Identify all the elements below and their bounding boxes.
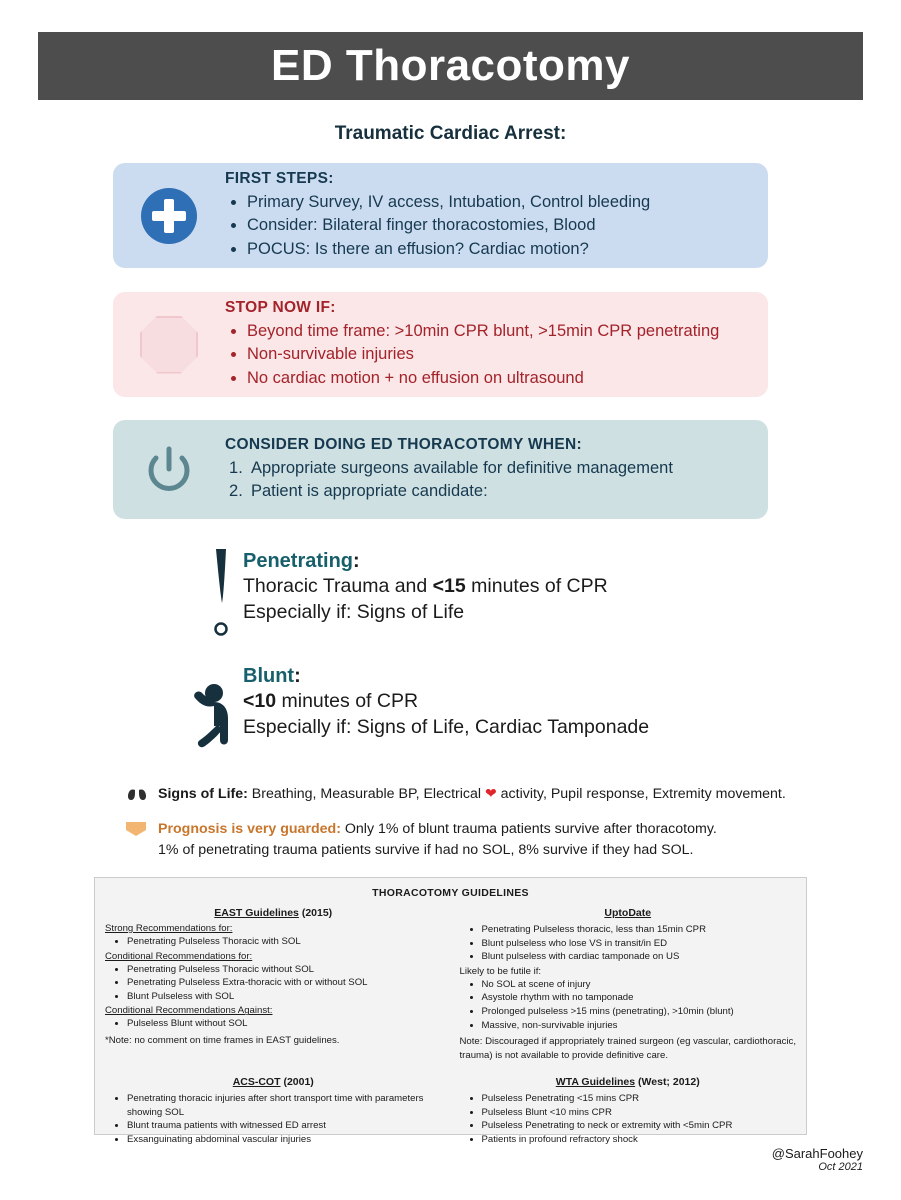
penetrating-title: Penetrating: [243,550,360,572]
guidelines-footnote: Note: Discouraged if appropriately trained surgeon (eg vascular, cardiothoracic, trauma) is not available to provide definitive care. [459,1036,796,1061]
blunt-line-1: <10 minutes of CPR [243,690,419,712]
guidelines-box [94,877,807,1145]
prognosis-line-1: Prognosis is very guarded: Only 1% of blunt trauma patients survive after thoracotomy. [158,821,717,837]
guidelines-list [460,923,797,964]
guidelines-column-acs-cot [105,1076,442,1146]
card-stop-now-if-heading: STOP NOW IF: [225,298,336,316]
guidelines-column-heading: UptoDate [604,907,652,919]
penetrating-line-2: Especially if: Signs of Life [243,601,465,624]
list-item: • No cardiac motion + no effusion on ultrasound [247,367,719,390]
list-item: • No SOL at scene of injury [482,978,797,992]
list-item: • Blunt trauma patients with witnessed ED arrest [127,1119,442,1133]
list-item: • Penetrating Pulseless Extra-thoracic with or without SOL [127,976,442,990]
medical-cross-icon [113,188,225,244]
list-item: • Penetrating Pulseless Thoracic without SOL [127,963,442,977]
card-stop-now-if-list [225,320,719,390]
list-item: • Consider: Bilateral finger thoracostomies, Blood [247,214,650,237]
card-consider-thoracotomy-body [225,436,689,504]
list-item: • Primary Survey, IV access, Intubation, Control bleeding [247,191,650,214]
penetrating-line-1: Thoracic Trauma and <15 minutes of CPR [243,575,608,597]
guidelines-list [105,935,442,949]
guidelines-title: THORACOTOMY GUIDELINES [372,887,529,899]
list-item: • Exsanguinating abdominal vascular injuries [127,1133,442,1147]
card-consider-thoracotomy-list [225,457,673,504]
card-consider-thoracotomy-heading: CONSIDER DOING ED THORACOTOMY WHEN: [225,435,582,453]
page-subtitle: Traumatic Cardiac Arrest: [334,123,567,144]
card-first-steps-body [225,170,666,261]
card-stop-now-if [113,292,768,397]
card-first-steps-list [225,191,650,261]
list-item: • Pulseless Penetrating <15 mins CPR [482,1092,797,1106]
list-item: • Non-survivable injuries [247,343,719,366]
list-item: • Massive, non-survivable injuries [482,1019,797,1033]
guidelines-footnote: *Note: no comment on time frames in EAST guidelines. [105,1035,340,1047]
card-first-steps [113,163,768,268]
signature [772,1146,863,1173]
guidelines-column-east [105,907,442,1062]
blunt-trauma-person-icon [190,680,246,757]
blunt-block [243,665,803,741]
list-item: • Pulseless Blunt without SOL [127,1017,442,1031]
stop-octagon-icon [113,316,225,374]
list-item: • POCUS: Is there an effusion? Cardiac motion? [247,238,650,261]
guidelines-subheading: Conditional Recommendations for: [105,950,253,962]
list-item: • Blunt Pulseless with SOL [127,990,442,1004]
list-item: • Beyond time frame: >10min CPR blunt, >15min CPR penetrating [247,320,719,343]
lungs-icon [125,780,149,807]
list-item: • Penetrating Pulseless Thoracic with SOL [127,935,442,949]
guidelines-list [460,978,797,1032]
blunt-title: Blunt: [243,665,301,687]
list-item: • Prolonged pulseless >15 mins (penetrating), >10min (blunt) [482,1005,797,1019]
guidelines-list [105,1017,442,1031]
card-first-steps-heading: FIRST STEPS: [225,169,334,187]
publication-date: Oct 2021 [818,1161,863,1173]
author-handle: @SarahFoohey [771,1146,863,1161]
guidelines-column-wta [460,1076,797,1146]
page-title: ED Thoracotomy [270,41,631,90]
prognosis-note [158,819,858,860]
heart-icon: ❤ [484,785,497,801]
tag-icon [125,820,149,843]
guidelines-list [105,1092,442,1146]
list-item: • Patients in profound refractory shock [482,1133,797,1147]
guidelines-list [460,1092,797,1146]
guidelines-list [105,963,442,1004]
blunt-line-2: Especially if: Signs of Life, Cardiac Tamponade [243,716,650,739]
list-item: • Penetrating thoracic injuries after short transport time with parameters showing SOL [127,1092,442,1119]
penetrating-title-suffix: : [353,550,360,572]
guidelines-grid [105,907,796,1147]
guidelines-column-heading: EAST Guidelines (2015) [214,907,333,919]
power-icon [113,444,225,496]
guidelines-subheading: Conditional Recommendations Against: [105,1005,273,1017]
list-item: • Blunt pulseless who lose VS in transit/in ED [482,937,797,951]
list-item: • Blunt pulseless with cardiac tamponade on US [482,950,797,964]
prognosis-line-2: 1% of penetrating trauma patients survive if had no SOL, 8% survive if they had SOL. [158,841,694,858]
prognosis-label: Prognosis is very guarded: [158,821,341,837]
list-item: • Asystole rhythm with no tamponade [482,991,797,1005]
list-item: Appropriate surgeons available for definitive management [251,458,673,477]
exclamation-mark-icon [207,545,237,650]
list-item: • Pulseless Blunt <10 mins CPR [482,1106,797,1120]
signs-of-life-note: Signs of Life: Breathing, Measurable BP, Electrical ❤ activity, Pupil response, Extremity movement. [158,785,786,802]
list-item: Patient is appropriate candidate: [251,482,488,500]
blunt-title-suffix: : [294,665,301,687]
signs-of-life-label: Signs of Life: [158,786,248,802]
card-stop-now-if-body [225,299,735,390]
guidelines-subheading: Strong Recommendations for: [105,923,233,934]
guidelines-column-uptodate [460,907,797,1062]
guidelines-column-heading: WTA Guidelines (West; 2012) [555,1076,700,1089]
penetrating-block [243,550,763,626]
card-consider-thoracotomy [113,420,768,519]
guidelines-subheading: Likely to be futile if: [459,965,542,977]
guidelines-column-heading: ACS-COT (2001) [232,1076,314,1089]
list-item: • Pulseless Penetrating to neck or extremity with <5min CPR [482,1119,797,1133]
list-item: • Penetrating Pulseless thoracic, less than 15min CPR [482,923,797,937]
page-title-banner [38,32,863,100]
